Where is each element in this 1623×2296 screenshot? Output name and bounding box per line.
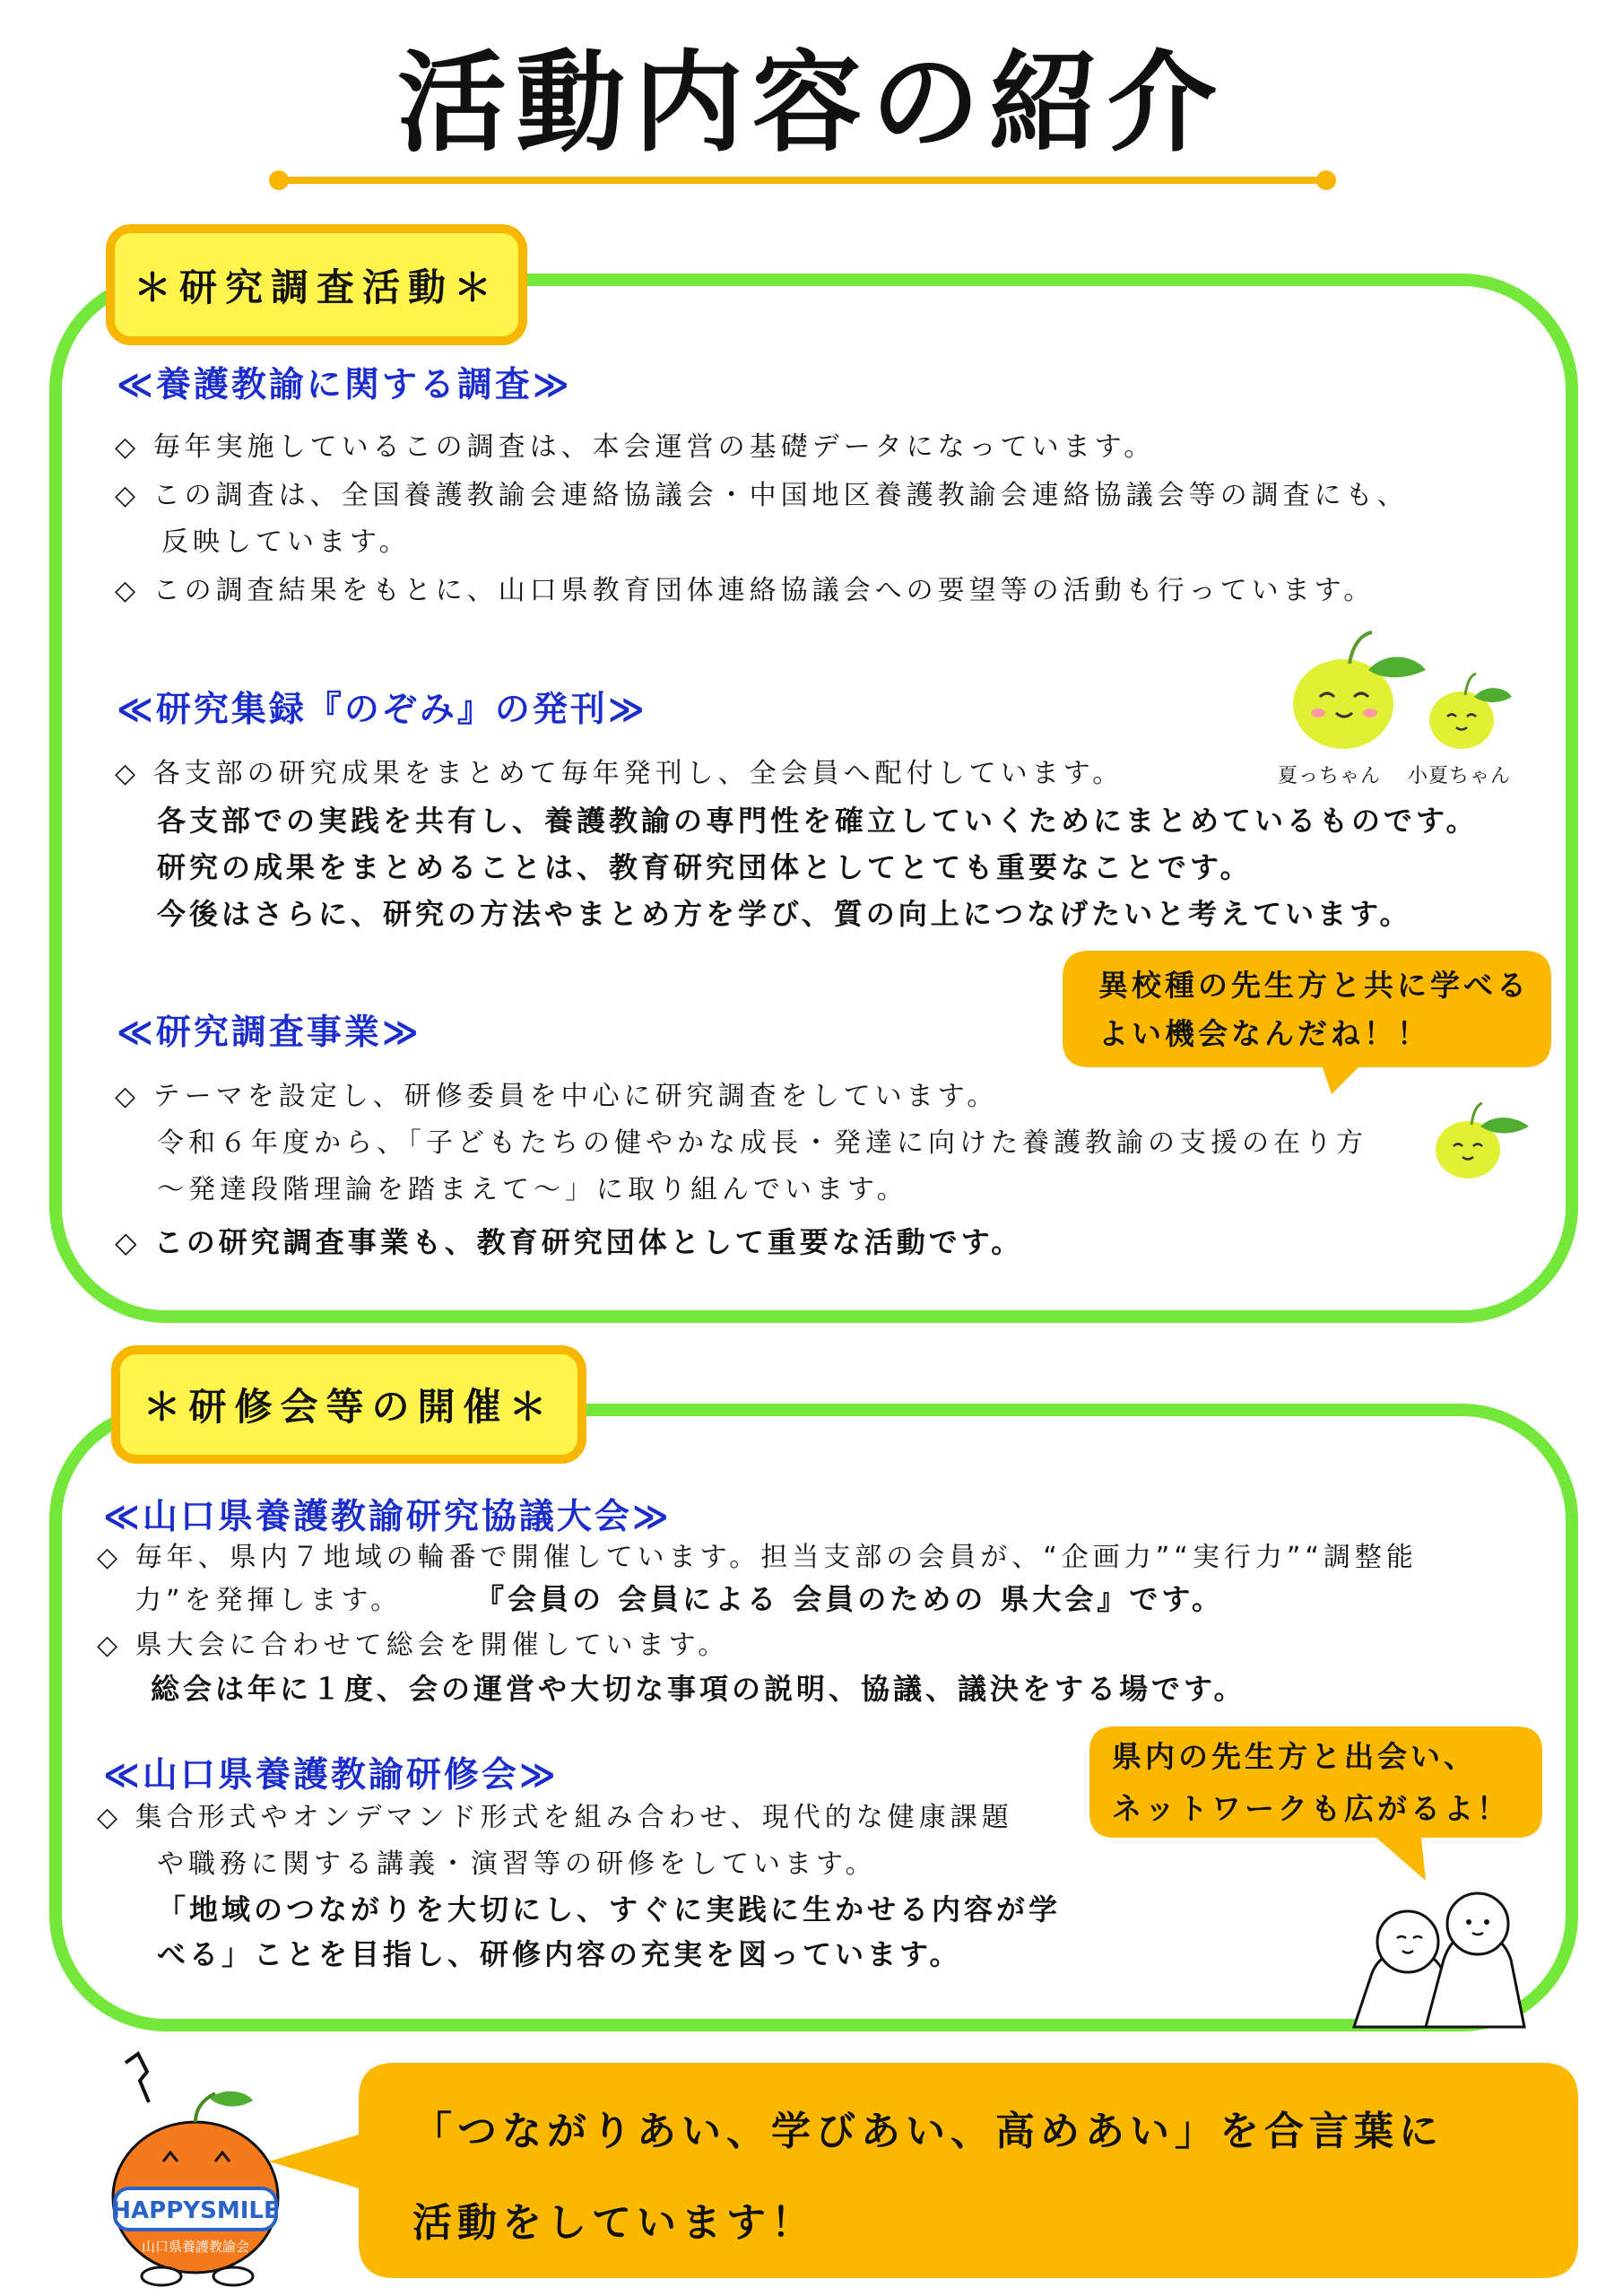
bubble-1-line-2: よい機会なんだね！！ [1098, 1016, 1430, 1051]
training-line-2: や職務に関する講義・演習等の研修をしています。 [157, 1848, 877, 1880]
nozomi-line-1: ◇ 各支部の研究成果をまとめて毎年発刊し、全会員へ配付しています。 [115, 758, 1124, 789]
bubble-2-line-1: 県内の先生方と出会い、 [1112, 1739, 1477, 1774]
heading-training-session: ≪山口県養護教諭研修会≫ [103, 1755, 559, 1796]
training-line-1: ◇ 集合形式やオンデマンド形式を組み合わせ、現代的な健康課題 [97, 1802, 1013, 1833]
logo-text: HAPPYSMILE [111, 2197, 280, 2224]
bubble-1-line-1: 異校種の先生方と共に学べる [1098, 968, 1530, 1003]
conference-line-3: 『会員の 会員による 会員のための 県大会』です。 [475, 1582, 1224, 1616]
footer-speech-bubble [269, 2063, 1587, 2283]
project-line-3: ～発達段階理論を踏まえて～」に取り組んでいます。 [157, 1174, 908, 1205]
conference-line-5: 総会は年に１度、会の運営や大切な事項の説明、協議、議決をする場です。 [151, 1672, 1246, 1706]
happy-smile-logo [99, 2036, 291, 2287]
title-underline [269, 170, 1336, 190]
heading-nozomi: ≪研究集録『のぞみ』の発刊≫ [117, 690, 647, 730]
page-title: 活動内容の紹介 [397, 39, 1226, 167]
survey-line-3: 反映しています。 [161, 526, 411, 558]
footer-line-1: 「つながりあい、学びあい、高めあい」を合言葉に [412, 2109, 1444, 2154]
survey-line-4: ◇ この調査結果をもとに、山口県教育団体連絡協議会への要望等の活動も行っています。 [115, 575, 1376, 606]
bubble-2-line-2: ネットワークも広がるよ！ [1112, 1791, 1510, 1826]
mascot-caption-konatchan: 小夏ちゃん [1408, 765, 1512, 787]
conference-line-4: ◇ 県大会に合わせて総会を開催しています。 [97, 1630, 730, 1661]
section-tag-research: ＊研究調査活動＊ [106, 224, 527, 345]
two-children-illustration [1345, 1888, 1529, 2031]
logo-org: 山口県養護教諭会 [141, 2239, 250, 2255]
nozomi-line-4: 今後はさらに、研究の方法やまとめ方を学び、質の向上につなげたいと考えています。 [157, 897, 1412, 931]
project-line-4: ◇ この研究調査事業も、教育研究団体として重要な活動です。 [115, 1225, 1024, 1259]
mascot-small-illustration [1430, 1094, 1538, 1184]
project-line-2: 令和６年度から、「子どもたちの健やかな成長・発達に向けた養護教諭の支援の在り方 [157, 1127, 1367, 1159]
project-line-1: ◇ テーマを設定し、研修委員を中心に研究調査をしています。 [115, 1081, 999, 1112]
training-line-4: べる」ことを目指し、研修内容の充実を図っています。 [157, 1937, 962, 1971]
conference-line-2: 力”を発揮します。 [135, 1585, 403, 1616]
nozomi-line-3: 研究の成果をまとめることは、教育研究団体としてとても重要なことです。 [157, 850, 1253, 884]
mascot-natchan-illustration [1282, 623, 1515, 758]
survey-line-2: ◇ この調査は、全国養護教諭会連絡協議会・中国地区養護教諭会連絡協議会等の調査にも、 [115, 480, 1409, 511]
nozomi-line-2: 各支部での実践を共有し、養護教諭の専門性を確立していくためにまとめているものです。 [157, 804, 1479, 838]
heading-conference: ≪山口県養護教諭研究協議大会≫ [103, 1497, 672, 1537]
heading-survey: ≪養護教諭に関する調査≫ [117, 365, 572, 405]
conference-line-1: ◇ 毎年、県内７地域の輪番で開催しています。担当支部の会員が、“企画力”“実行力”“調整能 [97, 1542, 1418, 1573]
training-line-3: 「地域のつながりを大切にし、すぐに実践に生かせる内容が学 [157, 1892, 1062, 1926]
survey-line-1: ◇ 毎年実施しているこの調査は、本会運営の基礎データになっています。 [115, 431, 1156, 463]
footer-line-2: 活動をしています！ [412, 2200, 816, 2246]
heading-research-project: ≪研究調査事業≫ [117, 1013, 421, 1053]
mascot-caption-natchan: 夏っちゃん [1278, 765, 1382, 787]
section-tag-training: ＊研修会等の開催＊ [111, 1345, 586, 1464]
